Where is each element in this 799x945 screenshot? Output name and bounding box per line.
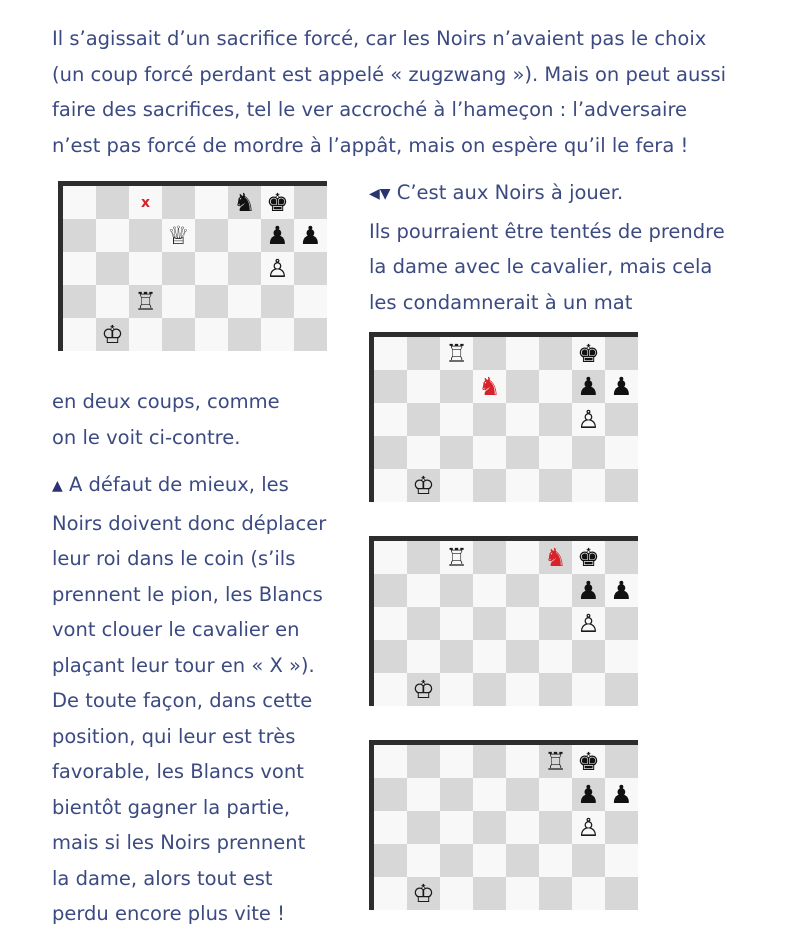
- black-pawn-icon: ♟: [610, 372, 633, 401]
- board-square: [605, 370, 638, 403]
- board-square: [440, 811, 473, 844]
- intro-line: faire des sacrifices, tel le ver accroché à l’hameçon : l’adversaire: [52, 98, 688, 121]
- board-square: [374, 403, 407, 436]
- caption-line: De toute façon, dans cette: [52, 689, 313, 712]
- board-square: [605, 436, 638, 469]
- red-knight-icon: ♞: [478, 372, 501, 401]
- caption-top: [369, 175, 725, 320]
- board-square: [129, 186, 162, 219]
- board-square: [195, 318, 228, 351]
- board-square: [506, 574, 539, 607]
- board-square: [407, 337, 440, 370]
- board-square: [539, 541, 572, 574]
- caption-line: bientôt gagner la partie,: [52, 795, 291, 819]
- board-square: [539, 673, 572, 706]
- board-square: [605, 574, 638, 607]
- board-square: [572, 403, 605, 436]
- board-square: [572, 337, 605, 370]
- board-square: [374, 673, 407, 706]
- board-square: [506, 337, 539, 370]
- board-square: [407, 673, 440, 706]
- chess-diagram-3: [369, 536, 638, 706]
- board-square: [129, 285, 162, 318]
- chess-diagram-2: [369, 332, 638, 502]
- board-square: [374, 469, 407, 502]
- board-square: [572, 469, 605, 502]
- board-square: [407, 541, 440, 574]
- board-square: [294, 219, 327, 252]
- board-square: [63, 252, 96, 285]
- caption-line: mais si les Noirs prennent: [52, 831, 306, 854]
- white-rook-icon: ♖: [445, 339, 468, 368]
- board-square: [261, 252, 294, 285]
- board-square: [506, 877, 539, 910]
- caption-text: A défaut de mieux, les: [62, 473, 289, 496]
- board-square: [374, 541, 407, 574]
- white-pawn-icon: ♙: [266, 254, 289, 283]
- board-square: [96, 318, 129, 351]
- board-square: [473, 370, 506, 403]
- black-king-icon: ♚: [266, 188, 289, 217]
- board-square: [605, 844, 638, 877]
- board-square: [506, 469, 539, 502]
- board-square: [407, 403, 440, 436]
- board-square: [228, 219, 261, 252]
- board-square: [440, 844, 473, 877]
- board-square: [572, 673, 605, 706]
- board-square: [96, 252, 129, 285]
- board-square: [407, 778, 440, 811]
- board-square: [539, 469, 572, 502]
- board-square: [572, 370, 605, 403]
- board-square: [261, 285, 294, 318]
- board-square: [96, 285, 129, 318]
- black-pawn-icon: ♟: [266, 221, 289, 250]
- board-square: [407, 370, 440, 403]
- board-square: [605, 745, 638, 778]
- board-square: [605, 607, 638, 640]
- board-square: [129, 219, 162, 252]
- white-king-icon: ♔: [412, 879, 435, 908]
- caption-bottom: [52, 467, 326, 932]
- board-square: [162, 186, 195, 219]
- board-square: [605, 337, 638, 370]
- board-square: [63, 186, 96, 219]
- board-square: [195, 285, 228, 318]
- board-square: [294, 186, 327, 219]
- black-pawn-icon: ♟: [577, 576, 600, 605]
- board-square: [374, 337, 407, 370]
- white-pawn-icon: ♙: [577, 405, 600, 434]
- board-square: [506, 541, 539, 574]
- intro-line: (un coup forcé perdant est appelé « zugzwang »). Mais on peut aussi: [52, 62, 727, 86]
- board-square: [440, 607, 473, 640]
- board-square: [539, 370, 572, 403]
- board-square: [407, 640, 440, 673]
- board-square: [261, 186, 294, 219]
- board-square: [63, 285, 96, 318]
- board-square: [407, 811, 440, 844]
- board-square: [228, 252, 261, 285]
- board-square: [473, 337, 506, 370]
- intro-line: n’est pas forcé de mordre à l’appât, mais on espère qu’il le fera !: [52, 133, 689, 157]
- board-square: [195, 219, 228, 252]
- board-square: [96, 219, 129, 252]
- board-square: [572, 877, 605, 910]
- caption-left: [52, 384, 280, 455]
- board-square: [473, 778, 506, 811]
- board-square: [605, 778, 638, 811]
- intro-line: Il s’agissait d’un sacrifice forcé, car les Noirs n’avaient pas le choix: [52, 27, 707, 50]
- caption-line: la dame, alors tout est: [52, 866, 273, 890]
- board-square: [473, 403, 506, 436]
- caption-line: plaçant leur tour en « X »).: [52, 653, 315, 677]
- black-king-icon: ♚: [577, 339, 600, 368]
- board-square: [506, 370, 539, 403]
- board-square: [539, 337, 572, 370]
- board-square: [407, 844, 440, 877]
- white-king-icon: ♔: [412, 675, 435, 704]
- caption-line: vont clouer le cavalier en: [52, 618, 300, 641]
- board-square: [539, 745, 572, 778]
- board-square: [261, 219, 294, 252]
- board-square: [440, 541, 473, 574]
- board-square: [374, 844, 407, 877]
- board-square: [374, 574, 407, 607]
- caption-line: Ils pourraient être tentés de prendre: [369, 219, 725, 243]
- board-square: [506, 745, 539, 778]
- board-square: [162, 252, 195, 285]
- board-square: [605, 469, 638, 502]
- board-square: [407, 469, 440, 502]
- caption-line: perdu encore plus vite !: [52, 902, 285, 925]
- board-square: [572, 778, 605, 811]
- board-square: [572, 541, 605, 574]
- caption-line: position, qui leur est très: [52, 724, 296, 748]
- black-pawn-icon: ♟: [610, 780, 633, 809]
- caption-line: en deux coups, comme: [52, 390, 280, 413]
- board-square: [539, 844, 572, 877]
- board-square: [539, 640, 572, 673]
- white-king-icon: ♔: [412, 471, 435, 500]
- board-square: [539, 436, 572, 469]
- white-queen-icon: ♕: [167, 221, 190, 250]
- board-square: [374, 370, 407, 403]
- board-square: [572, 436, 605, 469]
- caption-line: leur roi dans le coin (s’ils: [52, 547, 296, 570]
- board-square: [374, 877, 407, 910]
- board-grid: [374, 337, 638, 502]
- black-pawn-icon: ♟: [577, 372, 600, 401]
- board-grid: [63, 186, 327, 351]
- board-grid: [374, 745, 638, 910]
- board-square: [228, 186, 261, 219]
- board-square: [473, 745, 506, 778]
- caption-line: Noirs doivent donc déplacer: [52, 511, 327, 535]
- board-square: [440, 640, 473, 673]
- caption-line: [52, 467, 326, 506]
- board-square: [440, 778, 473, 811]
- board-square: [440, 403, 473, 436]
- board-square: [440, 877, 473, 910]
- board-square: [407, 607, 440, 640]
- board-square: [539, 607, 572, 640]
- board-square: [605, 673, 638, 706]
- left-down-triangle-icon: ◀▼: [369, 186, 391, 202]
- board-square: [440, 745, 473, 778]
- square-x-mark: x: [140, 194, 151, 211]
- board-grid: [374, 541, 638, 706]
- board-square: [440, 370, 473, 403]
- black-pawn-icon: ♟: [610, 576, 633, 605]
- board-square: [605, 877, 638, 910]
- board-square: [506, 811, 539, 844]
- board-square: [374, 436, 407, 469]
- board-square: [473, 541, 506, 574]
- board-square: [440, 469, 473, 502]
- board-square: [63, 219, 96, 252]
- white-rook-icon: ♖: [544, 747, 567, 776]
- board-square: [473, 469, 506, 502]
- up-triangle-icon: ▲: [52, 478, 63, 494]
- board-square: [572, 574, 605, 607]
- board-square: [374, 778, 407, 811]
- board-square: [374, 745, 407, 778]
- board-square: [572, 607, 605, 640]
- board-square: [294, 252, 327, 285]
- board-square: [162, 219, 195, 252]
- board-square: [374, 640, 407, 673]
- board-square: [506, 403, 539, 436]
- board-square: [228, 285, 261, 318]
- board-square: [605, 811, 638, 844]
- board-square: [473, 607, 506, 640]
- black-king-icon: ♚: [577, 747, 600, 776]
- board-square: [228, 318, 261, 351]
- board-square: [162, 318, 195, 351]
- white-pawn-icon: ♙: [577, 609, 600, 638]
- board-square: [605, 541, 638, 574]
- board-square: [539, 877, 572, 910]
- board-square: [506, 607, 539, 640]
- board-square: [294, 285, 327, 318]
- white-rook-icon: ♖: [445, 543, 468, 572]
- board-square: [407, 436, 440, 469]
- caption-line: les condamnerait à un mat: [369, 290, 633, 314]
- white-king-icon: ♔: [101, 320, 124, 349]
- board-square: [440, 673, 473, 706]
- caption-text: C’est aux Noirs à jouer.: [390, 181, 624, 204]
- board-square: [261, 318, 294, 351]
- board-square: [539, 403, 572, 436]
- board-square: [473, 436, 506, 469]
- caption-line: la dame avec le cavalier, mais cela: [369, 255, 713, 278]
- white-pawn-icon: ♙: [577, 813, 600, 842]
- board-square: [96, 186, 129, 219]
- black-pawn-icon: ♟: [299, 221, 322, 250]
- board-square: [294, 318, 327, 351]
- intro-paragraph: [52, 21, 726, 163]
- board-square: [374, 607, 407, 640]
- board-square: [572, 745, 605, 778]
- board-square: [605, 403, 638, 436]
- board-square: [539, 778, 572, 811]
- board-square: [539, 574, 572, 607]
- board-square: [506, 778, 539, 811]
- board-square: [506, 436, 539, 469]
- board-square: [129, 252, 162, 285]
- chess-diagram-1: [58, 181, 327, 351]
- board-square: [473, 844, 506, 877]
- board-square: [506, 640, 539, 673]
- caption-line: favorable, les Blancs vont: [52, 760, 304, 783]
- caption-line: on le voit ci-contre.: [52, 425, 241, 449]
- board-square: [572, 640, 605, 673]
- board-square: [63, 318, 96, 351]
- board-square: [473, 811, 506, 844]
- caption-line: [369, 175, 725, 214]
- board-square: [440, 337, 473, 370]
- board-square: [473, 673, 506, 706]
- board-square: [473, 640, 506, 673]
- board-square: [407, 574, 440, 607]
- white-rook-icon: ♖: [134, 287, 157, 316]
- board-square: [195, 186, 228, 219]
- board-square: [605, 640, 638, 673]
- board-square: [539, 811, 572, 844]
- board-square: [473, 877, 506, 910]
- board-square: [440, 574, 473, 607]
- board-square: [129, 318, 162, 351]
- red-knight-icon: ♞: [544, 543, 567, 572]
- board-square: [162, 285, 195, 318]
- board-square: [473, 574, 506, 607]
- board-square: [440, 436, 473, 469]
- board-square: [506, 673, 539, 706]
- black-knight-icon: ♞: [233, 188, 256, 217]
- board-square: [195, 252, 228, 285]
- black-king-icon: ♚: [577, 543, 600, 572]
- board-square: [506, 844, 539, 877]
- board-square: [407, 877, 440, 910]
- black-pawn-icon: ♟: [577, 780, 600, 809]
- board-square: [572, 811, 605, 844]
- caption-line: prennent le pion, les Blancs: [52, 582, 323, 606]
- chess-diagram-4: [369, 740, 638, 910]
- board-square: [374, 811, 407, 844]
- board-square: [572, 844, 605, 877]
- board-square: [407, 745, 440, 778]
